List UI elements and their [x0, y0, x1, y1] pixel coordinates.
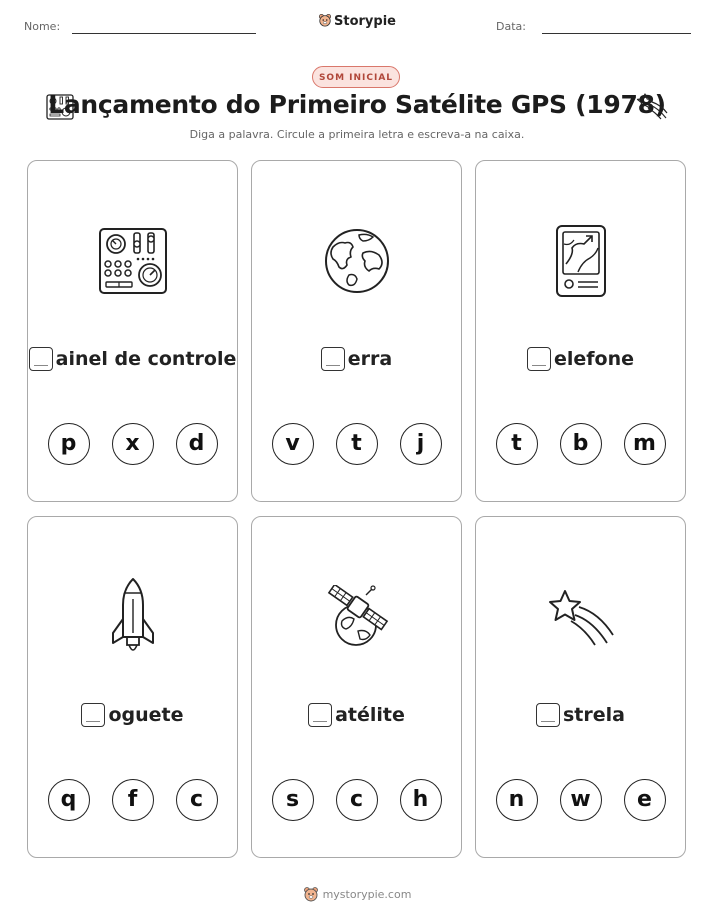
control-panel-icon [98, 227, 168, 295]
word-card [475, 516, 686, 858]
brand-name: Storypie [334, 14, 396, 29]
letter-choices [476, 779, 685, 821]
word-prompt [476, 703, 685, 727]
letter-choice[interactable]: q [48, 779, 90, 821]
instructions: Diga a palavra. Circule a primeira letra e escreva-a na caixa. [189, 128, 525, 141]
answer-box[interactable] [321, 347, 345, 371]
storypie-bear-icon [318, 13, 332, 27]
letter-choice[interactable]: v [272, 423, 314, 465]
letter-choice[interactable]: t [336, 423, 378, 465]
answer-box[interactable] [527, 347, 551, 371]
answer-box[interactable] [308, 703, 332, 727]
letter-choice[interactable]: c [336, 779, 378, 821]
letter-choice[interactable]: t [496, 423, 538, 465]
word-card [475, 160, 686, 502]
word-card [27, 160, 238, 502]
brand-logo [0, 13, 714, 29]
word-rest: atélite [335, 704, 405, 726]
satellite-icon [322, 585, 392, 649]
answer-box[interactable] [29, 347, 53, 371]
page-title: Lançamento do Primeiro Satélite GPS (1978) [48, 90, 666, 119]
storypie-bear-icon [303, 886, 319, 902]
letter-choice[interactable]: j [400, 423, 442, 465]
date-label: Data: [496, 20, 526, 33]
word-card [251, 516, 462, 858]
shooting-star-small-icon [636, 92, 668, 120]
letter-choices [28, 423, 237, 465]
letter-choice[interactable]: e [624, 779, 666, 821]
word-prompt [252, 703, 461, 727]
category-badge: SOM INICIAL [312, 66, 400, 88]
letter-choice[interactable]: p [48, 423, 90, 465]
word-card [27, 516, 238, 858]
word-rest: erra [347, 348, 393, 370]
answer-box[interactable] [81, 703, 105, 727]
letter-choices [476, 423, 685, 465]
name-label: Nome: [24, 20, 61, 33]
letter-choice[interactable]: d [176, 423, 218, 465]
word-prompt [28, 703, 237, 727]
letter-choice[interactable]: b [560, 423, 602, 465]
word-prompt [28, 347, 237, 371]
word-rest: ainel de controle [55, 348, 237, 370]
letter-choice[interactable]: c [176, 779, 218, 821]
word-prompt [252, 347, 461, 371]
letter-choices [28, 779, 237, 821]
answer-box[interactable] [536, 703, 560, 727]
letter-choice[interactable]: n [496, 779, 538, 821]
footer [0, 886, 714, 902]
footer-url[interactable]: mystorypie.com [322, 888, 412, 901]
word-rest: oguete [108, 704, 184, 726]
word-prompt [476, 347, 685, 371]
word-card [251, 160, 462, 502]
letter-choice[interactable]: h [400, 779, 442, 821]
shooting-star-icon [545, 585, 617, 649]
letter-choices [252, 423, 461, 465]
date-line[interactable] [542, 33, 691, 34]
letter-choice[interactable]: m [624, 423, 666, 465]
word-rest: strela [563, 704, 625, 726]
letter-choice[interactable]: f [112, 779, 154, 821]
letter-choice[interactable]: w [560, 779, 602, 821]
letter-choice[interactable]: s [272, 779, 314, 821]
letter-choice[interactable]: x [112, 423, 154, 465]
phone-map-icon [554, 224, 608, 298]
rocket-icon [109, 577, 157, 657]
name-line[interactable] [72, 33, 256, 34]
letter-choices [252, 779, 461, 821]
earth-globe-icon [323, 227, 391, 295]
word-rest: elefone [553, 348, 635, 370]
